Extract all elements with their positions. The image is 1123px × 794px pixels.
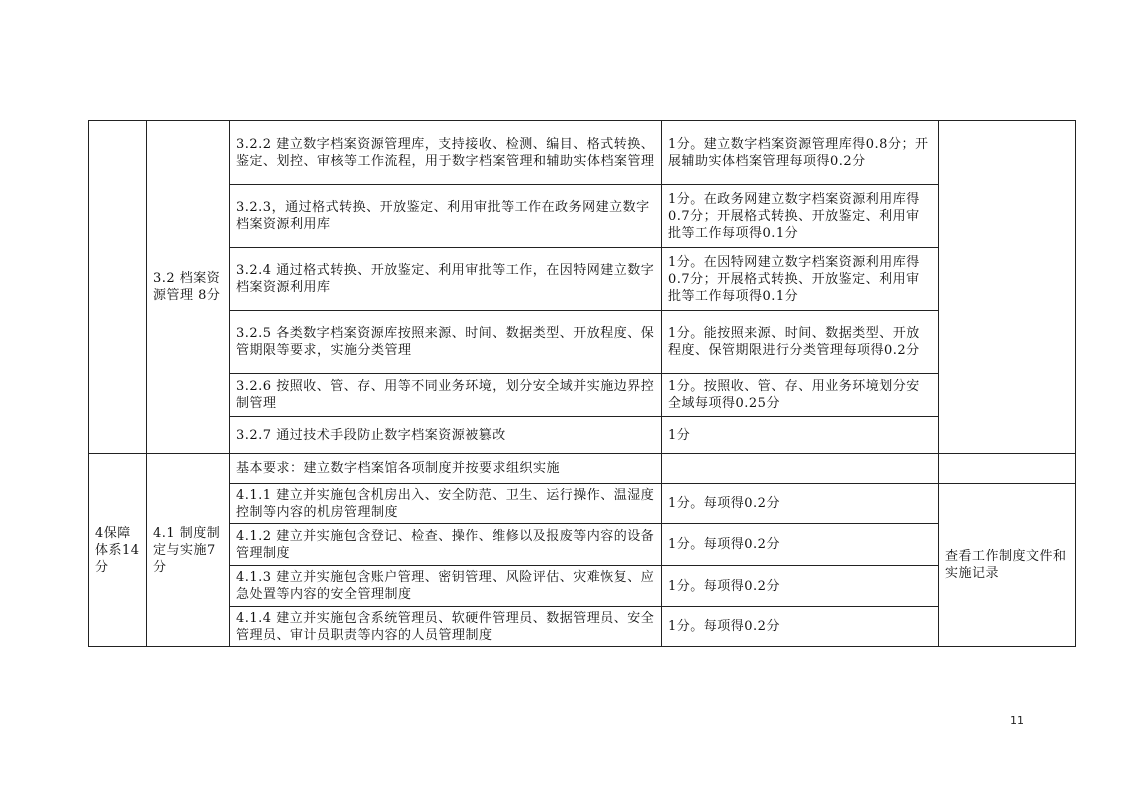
basic-requirement-cell: 基本要求：建立数字档案馆各项制度并按要求组织实施 — [230, 454, 662, 484]
table-row — [89, 311, 1076, 374]
scoring-cell: 1分。每项得0.2分 — [662, 566, 939, 607]
requirement-cell: 3.2.6 按照收、管、存、用等不同业务环境，划分安全域并实施边界控制管理 — [230, 374, 662, 417]
method-cell: 查看工作制度文件和实施记录 — [939, 484, 1076, 647]
scoring-cell: 1分。在政务网建立数字档案资源利用库得0.7分；开展格式转换、开放鉴定、利用审批等工作每项得0.1分 — [662, 185, 939, 248]
scoring-cell: 1分 — [662, 417, 939, 454]
requirement-cell: 3.2.4 通过格式转换、开放鉴定、利用审批等工作，在因特网建立数字档案资源利用库 — [230, 248, 662, 311]
requirement-cell: 3.2.3，通过格式转换、开放鉴定、利用审批等工作在政务网建立数字档案资源利用库 — [230, 185, 662, 248]
requirement-cell: 4.1.4 建立并实施包含系统管理员、软硬件管理员、数据管理员、安全管理员、审计员职责等内容的人员管理制度 — [230, 607, 662, 647]
scoring-cell: 1分。每项得0.2分 — [662, 607, 939, 647]
table-row — [89, 484, 1076, 524]
requirement-cell: 3.2.7 通过技术手段防止数字档案资源被篡改 — [230, 417, 662, 454]
table-row — [89, 417, 1076, 454]
requirement-cell: 4.1.2 建立并实施包含登记、检查、操作、维修以及报废等内容的设备管理制度 — [230, 524, 662, 566]
table-row — [89, 524, 1076, 566]
scoring-cell: 1分。在因特网建立数字档案资源利用库得0.7分；开展格式转换、开放鉴定、利用审批等工作每项得0.1分 — [662, 248, 939, 311]
requirement-cell: 4.1.3 建立并实施包含账户管理、密钥管理、风险评估、灾难恢复、应急处置等内容的安全管理制度 — [230, 566, 662, 607]
page-number: 11 — [1010, 714, 1024, 727]
requirement-cell: 4.1.1 建立并实施包含机房出入、安全防范、卫生、运行操作、温湿度控制等内容的机房管理制度 — [230, 484, 662, 524]
scoring-cell: 1分。每项得0.2分 — [662, 484, 939, 524]
evaluation-table — [88, 120, 1076, 647]
table-row — [89, 566, 1076, 607]
table-row — [89, 607, 1076, 647]
category-cell — [89, 121, 147, 454]
table-row — [89, 121, 1076, 185]
subcategory-cell: 3.2 档案资源管理 8分 — [147, 121, 230, 454]
subcategory-cell: 4.1 制度制定与实施7分 — [147, 454, 230, 647]
category-cell: 4保障体系14分 — [89, 454, 147, 647]
scoring-cell: 1分。每项得0.2分 — [662, 524, 939, 566]
table-row — [89, 248, 1076, 311]
scoring-cell: 1分。按照收、管、存、用业务环境划分安全域每项得0.25分 — [662, 374, 939, 417]
method-cell — [939, 454, 1076, 484]
table-row — [89, 374, 1076, 417]
table-row — [89, 185, 1076, 248]
table-row — [89, 454, 1076, 484]
scoring-cell — [662, 454, 939, 484]
requirement-cell: 3.2.5 各类数字档案资源库按照来源、时间、数据类型、开放程度、保管期限等要求，实施分类管理 — [230, 311, 662, 374]
scoring-cell: 1分。建立数字档案资源管理库得0.8分；开展辅助实体档案管理每项得0.2分 — [662, 121, 939, 185]
requirement-cell: 3.2.2 建立数字档案资源管理库，支持接收、检测、编目、格式转换、鉴定、划控、审核等工作流程，用于数字档案管理和辅助实体档案管理 — [230, 121, 662, 185]
method-cell — [939, 121, 1076, 454]
scoring-cell: 1分。能按照来源、时间、数据类型、开放程度、保管期限进行分类管理每项得0.2分 — [662, 311, 939, 374]
